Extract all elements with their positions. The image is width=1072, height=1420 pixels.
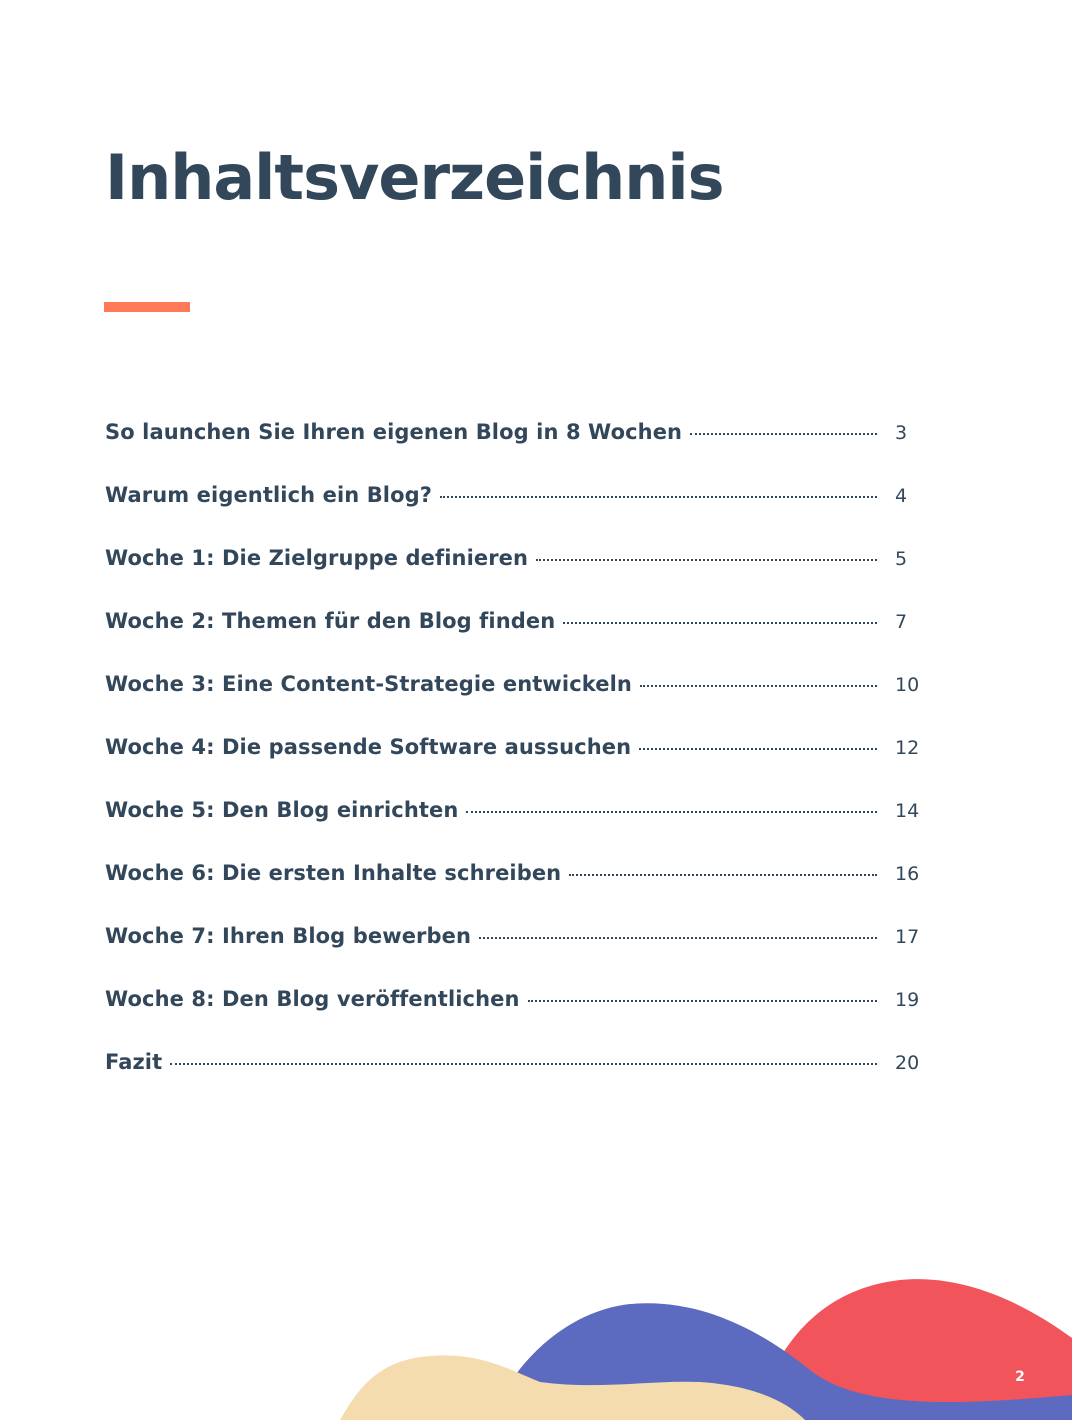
toc-entry-page-number: 3 xyxy=(895,422,908,444)
toc-entry-week-6[interactable] xyxy=(105,861,920,924)
toc-entry-week-1[interactable] xyxy=(105,546,920,609)
page-title: Inhaltsverzeichnis xyxy=(105,141,724,214)
toc-entry-week-5[interactable] xyxy=(105,798,920,861)
toc-entry-label: Woche 4: Die passende Software aussuchen xyxy=(105,735,632,759)
dot-leader xyxy=(563,622,877,624)
toc-entry-label: Woche 8: Den Blog veröffentlichen xyxy=(105,987,520,1011)
toc-entry-label: Woche 3: Eine Content-Strategie entwickeln xyxy=(105,672,632,696)
decorative-wave-illustration xyxy=(0,1260,1072,1420)
accent-bar xyxy=(104,302,190,312)
dot-leader xyxy=(639,748,877,750)
toc-entry-label: Woche 7: Ihren Blog bewerben xyxy=(105,924,472,948)
toc-entry-page-number: 16 xyxy=(895,863,920,885)
toc-entry-week-4[interactable] xyxy=(105,735,920,798)
dot-leader xyxy=(690,433,877,435)
toc-entry-week-8[interactable] xyxy=(105,987,920,1050)
toc-entry-label: Warum eigentlich ein Blog? xyxy=(105,483,433,507)
toc-entry-label: Fazit xyxy=(105,1050,163,1074)
toc-entry-intro[interactable] xyxy=(105,420,920,483)
toc-entry-page-number: 4 xyxy=(895,485,908,507)
dot-leader xyxy=(640,685,877,687)
toc-entry-week-7[interactable] xyxy=(105,924,920,987)
toc-entry-week-2[interactable] xyxy=(105,609,920,672)
toc-entry-conclusion[interactable] xyxy=(105,1050,920,1113)
dot-leader xyxy=(528,1000,877,1002)
toc-entry-label: Woche 6: Die ersten Inhalte schreiben xyxy=(105,861,562,885)
toc-entry-page-number: 14 xyxy=(895,800,920,822)
dot-leader xyxy=(536,559,877,561)
toc-entry-page-number: 12 xyxy=(895,737,920,759)
dot-leader xyxy=(479,937,877,939)
toc-entry-page-number: 20 xyxy=(895,1052,920,1074)
toc-entry-page-number: 5 xyxy=(895,548,908,570)
toc-entry-why-blog[interactable] xyxy=(105,483,920,546)
dot-leader xyxy=(170,1063,877,1065)
toc-entry-week-3[interactable] xyxy=(105,672,920,735)
dot-leader xyxy=(440,496,877,498)
dot-leader xyxy=(466,811,877,813)
toc-entry-label: Woche 1: Die Zielgruppe definieren xyxy=(105,546,529,570)
toc-entry-page-number: 10 xyxy=(895,674,920,696)
toc-entry-page-number: 19 xyxy=(895,989,920,1011)
toc-entry-page-number: 7 xyxy=(895,611,908,633)
toc-entry-label: Woche 2: Themen für den Blog finden xyxy=(105,609,556,633)
page-number: 2 xyxy=(1015,1369,1025,1385)
table-of-contents xyxy=(105,420,920,1113)
toc-entry-page-number: 17 xyxy=(895,926,920,948)
toc-entry-label: Woche 5: Den Blog einrichten xyxy=(105,798,459,822)
dot-leader xyxy=(569,874,877,876)
toc-entry-label: So launchen Sie Ihren eigenen Blog in 8 Wochen xyxy=(105,420,683,444)
